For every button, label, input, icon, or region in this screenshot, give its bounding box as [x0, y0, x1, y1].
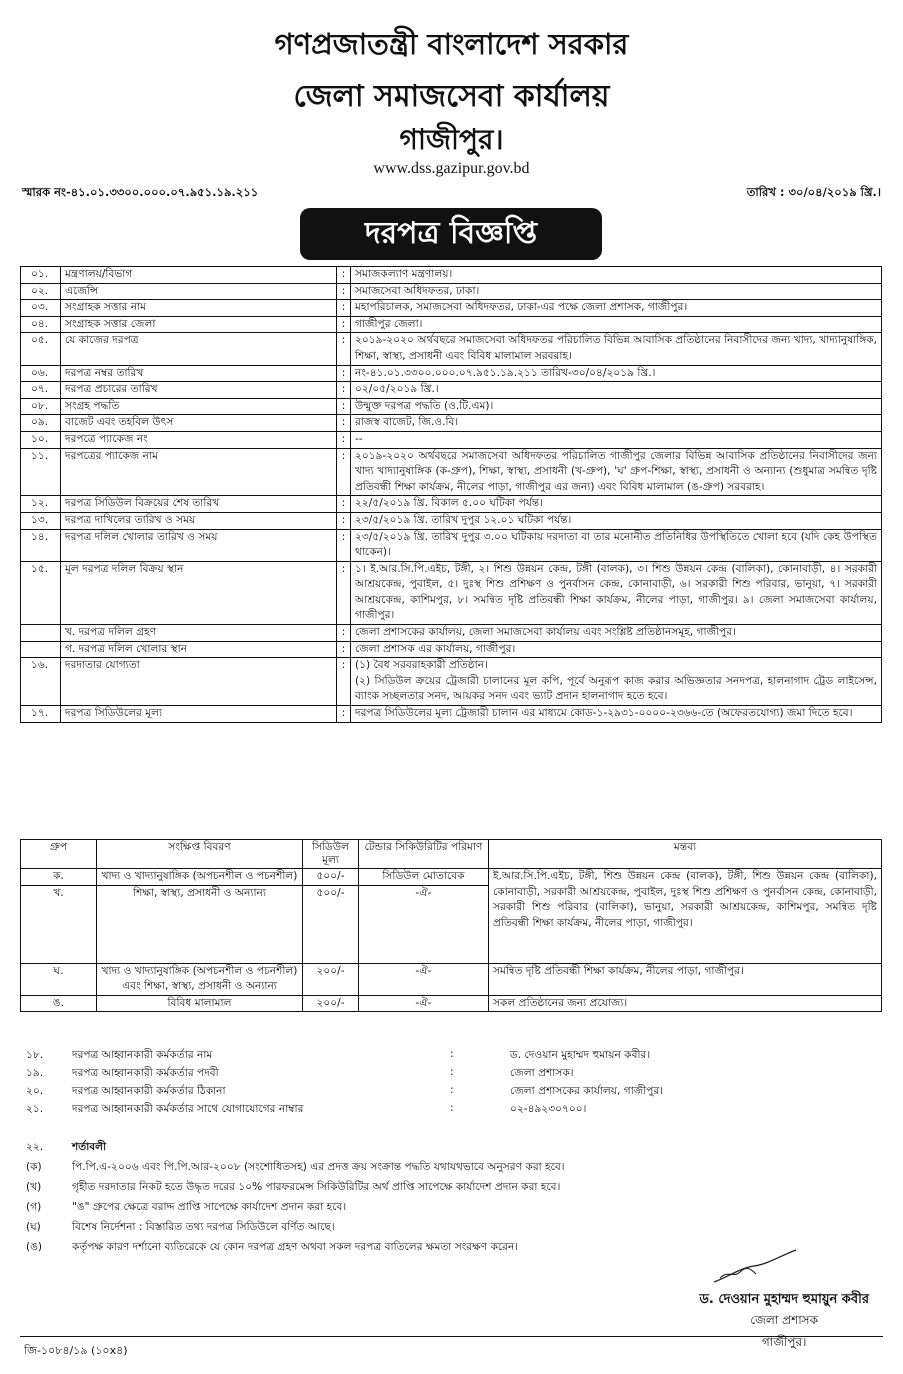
row-number: ০১. [21, 267, 61, 284]
colon: : [337, 382, 351, 399]
colon: : [337, 658, 351, 706]
table-row [21, 625, 882, 642]
colon: : [337, 529, 351, 561]
colon: : [337, 267, 351, 284]
row-label: মূল দরপত্র দলিল বিক্রয় স্থান [61, 561, 337, 624]
office-title: জেলা সমাজসেবা কার্যালয় [293, 79, 610, 114]
row-number: ০৩. [21, 300, 61, 317]
table-row [21, 300, 882, 317]
district-title: গাজীপুর। [399, 123, 504, 156]
row-value-text: সমাজসেবা অধিদফতর, ঢাকা। [355, 284, 480, 297]
row-number: ০৭. [21, 382, 61, 399]
group-cell: ক. [21, 869, 97, 886]
row-label: গ. দরপত্র দলিল খোলার স্থান [61, 641, 337, 658]
group-table [20, 839, 882, 1012]
row-value-text: উন্মুক্ত দরপত্র পদ্ধতি (ও.টি.এম)। [355, 399, 494, 412]
row-number [21, 625, 61, 642]
colon: : [450, 1102, 454, 1114]
row-number: ১৪. [21, 529, 61, 561]
table-row [21, 869, 882, 886]
row-label: এজেন্সি [61, 283, 337, 300]
terms-heading-row [22, 1140, 882, 1160]
security-cell: -ঐ- [359, 963, 489, 995]
terms-list [22, 1140, 882, 1260]
notice-date: তারিখ : ৩০/০৪/২০১৯ খ্রি.। [746, 185, 881, 199]
row-value-text: ২০১৯-২০২০ অর্থবছরে সমাজসেবা অধিদফতর পরিচালিত বিভিন্ন আবাসিক প্রতিষ্ঠানের নিবাসীদের জন্য খাদ্য, খাদ্যানুষাঙ্গিক, শিক্ষা, স্বাস্থ্য, প্রসাধনী এবং বিবিধ মালামাল সরবরাহ। [355, 334, 877, 362]
price-cell: ৫০০/- [303, 869, 359, 886]
row-label: খ. দরপত্র দলিল গ্রহণ [61, 625, 337, 642]
row-value [351, 415, 882, 432]
row-value [351, 561, 882, 624]
row-value-text: ২৩/৫/২০১৯ খ্রি. তারিখ দুপুর ৩.০০ ঘটিকায় দরদাতা বা তার মনোনীত প্রতিনিধির উপস্থিতিতে খোলা হবে (যদি কেহ উপস্থিত থাকেন)। [355, 530, 877, 559]
colon: : [450, 1084, 454, 1096]
row-value-text: ২০১৯-২০২০ অর্থবছরে সমাজসেবা অধিদফতর পরিচালিত গাজীপুর জেলার বিভিন্ন আবাসিক প্রতিষ্ঠানের নিবাসীদের জন্য খাদ্য খাদ্যানুষাঙ্গিক (ক-গ্রুপ), শিক্ষা, স্বাস্থ্য, প্রসাধনী (খ-গ্রুপ), 'ঘ' গ্রুপ-শিক্ষা, স্বাস্থ্য, প্রসাধনী ও অন্যান্য (শুধুমাত্র সমন্বিত দৃষ্টি প্রতিবন্ধী শিক্ষা কার্যক্রম, নীলের পাড়া, গাজীপুর এর জন্য) এবং বিবিধ মালামাল (ঙ-গ্রুপ) সরবরাহ। [355, 449, 877, 493]
row-value [351, 300, 882, 317]
description-cell: খাদ্য ও খাদ্যানুষাঙ্গিক (অপচনশীল ও পচনশীল) [97, 869, 303, 886]
list-item [22, 1102, 882, 1120]
item-number: ২০. [26, 1085, 44, 1097]
row-number: ১১. [21, 448, 61, 496]
row-value-text: জেলা প্রশাসক এর কার্যালয়, গাজীপুর। [355, 642, 516, 655]
list-item [22, 1084, 882, 1102]
row-value [351, 512, 882, 529]
table-row [21, 561, 882, 624]
row-label: দরপত্র দাখিলের তারিখ ও সময় [61, 512, 337, 529]
colon: : [337, 365, 351, 382]
table-row [21, 529, 882, 561]
contact-list [22, 1048, 882, 1120]
row-number: ০৬. [21, 365, 61, 382]
row-label: দরপত্র দলিল খোলার তারিখ ও সময় [61, 529, 337, 561]
signer-title: জেলা প্রশাসক [750, 1313, 818, 1327]
term-text: গৃহীত দরদাতার নিকট হতে উদ্ধৃত দরের ১০% পারফরমেন্স সিকিউরিটির অর্থ প্রাপ্তি সাপেক্ষে কার্যাদেশ প্রদান করা হবে। [72, 1181, 561, 1193]
item-number: ১৯. [26, 1067, 44, 1079]
col-header-group: গ্রুপ [21, 840, 97, 869]
row-label: দরদাতার যোগ্যতা [61, 658, 337, 706]
table-row [21, 431, 882, 448]
row-value [351, 398, 882, 415]
table-row [21, 398, 882, 415]
table-row [21, 706, 882, 723]
term-mark: (ঘ) [26, 1221, 41, 1233]
description-cell: বিবিধ মালামাল [97, 995, 303, 1012]
row-value-text: ১। ই.আর.সি.পি.এইচ, টঙ্গী, ২। শিশু উন্নয়ন কেন্দ্র, টঙ্গী (বালক), ৩। শিশু উন্নয়ন কেন্দ্র (বালিকা), কোনাবাড়ী, ৪। সরকারী আশ্রয়কেন্দ্র, পুবাইল, ৫। দুঃস্থ শিশু প্রশিক্ষণ ও পুনর্বাসন কেন্দ্র, কোনাবাড়ী, ৬। সরকারী শিশু পরিবার, ভানুয়া, ৭। সরকারী আশ্রয়কেন্দ্র, কাশিমপুর, ৮। সমন্বিত দৃষ্টি প্রতিবন্ধী শিক্ষা কার্যক্রম, নীলের পাড়া, গাজীপুর। ৯। জেলা সমাজসেবা কার্যালয়, গাজীপুর। [355, 562, 877, 622]
security-cell: -ঐ- [359, 995, 489, 1012]
term-text: বিশেষ নির্দেশনা : বিস্তারিত তথ্য দরপত্র সিডিউলে বর্ণিত আছে। [72, 1221, 335, 1233]
row-label: দরপত্র সিডিউলের মূল্য [61, 706, 337, 723]
term-mark: (খ) [26, 1181, 42, 1193]
remark-cell: ই.আর.সি.পি.এইচ, টঙ্গী, শিশু উন্নয়ন কেন্দ্র (বালক), টঙ্গী, শিশু উন্নয়ন কেন্দ্র (বালিকা), কোনাবাড়ী, সরকারী আশ্রয়কেন্দ্র, পুবাইল, দুঃস্থ শিশু প্রশিক্ষণ ও পুনর্বাসন কেন্দ্র, কোনাবাড়ী, সরকারী শিশু পরিবার (বালিকা), ভানুয়া, সরকারী আশ্রয়কেন্দ্র, কাশিমপুর, সমন্বিত দৃষ্টি প্রতিবন্ধী শিক্ষা কার্যক্রম, নীলের পাড়া, গাজীপুর। [489, 869, 882, 964]
col-header-remark: মন্তব্য [489, 840, 882, 869]
col-header-price: সিডিউল মূল্য [303, 840, 359, 869]
list-item [22, 1180, 882, 1200]
row-value [351, 448, 882, 496]
list-item [22, 1200, 882, 1220]
row-number: ০২. [21, 283, 61, 300]
row-label: সংগ্রাহক সত্তার জেলা [61, 316, 337, 333]
row-value-text: রাজস্ব বাজেট, জি.ও.বি। [355, 416, 459, 429]
row-value [351, 529, 882, 561]
table-row [21, 333, 882, 365]
table-row [21, 382, 882, 399]
row-value-text: গাজীপুর জেলা। [355, 317, 423, 330]
row-label: সংগ্রহ পদ্ধতি [61, 398, 337, 415]
row-number [21, 641, 61, 658]
item-label: দরপত্র আহ্বানকারী কর্মকর্তার ঠিকানা [72, 1085, 226, 1097]
row-number: ১৫. [21, 561, 61, 624]
row-label: দরপত্র নম্বর তারিখ [61, 365, 337, 382]
colon: : [337, 512, 351, 529]
website-link[interactable]: www.dss.gazipur.gov.bd [373, 160, 530, 177]
description-cell: শিক্ষা, স্বাস্থ্য, প্রসাধনী ও অন্যান্য [97, 885, 303, 963]
remark-cell: সমন্বিত দৃষ্টি প্রতিবন্ধী শিক্ষা কার্যক্রম, নীলের পাড়া, গাজীপুর। [489, 963, 882, 995]
row-label: দরপত্রের প্যাকেজ নাম [61, 448, 337, 496]
row-number: ০৯. [21, 415, 61, 432]
table-row [21, 963, 882, 995]
item-label: দরপত্র আহ্বানকারী কর্মকর্তার সাথে যোগাযোগের নাম্বার [72, 1103, 304, 1115]
term-text: পি.পি.এ-২০০৬ এবং পি.পি.আর-২০০৮ (সংশোধিতসহ) এর প্রদত্ত ক্রয় সংক্রান্ত পদ্ধতি যথাযথভাবে অনুসরণ করা হবে। [72, 1161, 565, 1173]
list-item [22, 1066, 882, 1084]
row-label: সংগ্রাহক সত্তার নাম [61, 300, 337, 317]
list-item [22, 1220, 882, 1240]
item-value: জেলা প্রশাসকের কার্যালয়, গাজীপুর। [510, 1085, 664, 1097]
footer-divider [20, 1336, 883, 1337]
term-mark: (ক) [26, 1161, 42, 1173]
row-value [351, 496, 882, 513]
item-value: ০২-৪৯২৩০৭০০। [510, 1103, 587, 1115]
group-cell: ঙ. [21, 995, 97, 1012]
row-label: বাজেট এবং তহবিল উৎস [61, 415, 337, 432]
colon: : [450, 1066, 454, 1078]
row-value [351, 365, 882, 382]
table-row [21, 496, 882, 513]
price-cell: ২০০/- [303, 963, 359, 995]
col-header-description: সংক্ষিপ্ত বিবরণ [97, 840, 303, 869]
list-item [22, 1048, 882, 1066]
signer-name: ড. দেওয়ান মুহাম্মদ হুমায়ুন কবীর [699, 1292, 869, 1307]
row-number: ১৭. [21, 706, 61, 723]
tender-info-table [20, 266, 882, 723]
row-number: ১২. [21, 496, 61, 513]
colon: : [337, 316, 351, 333]
item-value: জেলা প্রশাসক। [510, 1067, 574, 1079]
row-value-text: নং-৪১.০১.৩৩০০.০০০.০৭.৯৫১.১৯.২১১ তারিখ-৩০/০৪/২০১৯ খ্রি.। [355, 366, 656, 379]
row-number: ০৪. [21, 316, 61, 333]
row-value-text: সমাজকল্যাণ মন্ত্রণালয়। [355, 268, 453, 280]
row-value [351, 706, 882, 723]
row-value [351, 283, 882, 300]
footer-code: জি-১০৮৪/১৯ (১০x৪) [24, 1344, 128, 1357]
memo-number: স্মারক নং-৪১.০১.৩৩০০.০০০.০৭.৯৫১.১৯.২১১ [22, 185, 259, 199]
row-number: ১৬. [21, 658, 61, 706]
government-title: গণপ্রজাতন্ত্রী বাংলাদেশ সরকার [274, 27, 629, 61]
security-cell: সিডিউল মোতাবেক [359, 869, 489, 886]
price-cell: ২০০/- [303, 995, 359, 1012]
colon: : [337, 300, 351, 317]
table-row [21, 995, 882, 1012]
remark-cell: সকল প্রতিষ্ঠানের জন্য প্রযোজ্য। [489, 995, 882, 1012]
row-label: মন্ত্রণালয়/বিভাগ [61, 267, 337, 284]
row-value [351, 316, 882, 333]
row-value [351, 625, 882, 642]
colon: : [337, 415, 351, 432]
colon: : [337, 641, 351, 658]
colon: : [337, 448, 351, 496]
row-number: ০৮. [21, 398, 61, 415]
security-cell: -ঐ- [359, 885, 489, 963]
row-value [351, 641, 882, 658]
item-number: ১৮. [26, 1049, 44, 1061]
row-value-text: ০২/০৫/২০১৯ খ্রি.। [355, 383, 439, 396]
table-row [21, 283, 882, 300]
table-row [21, 267, 882, 284]
term-text: "ঙ" গ্রুপের ক্ষেত্রে বরাদ্দ প্রাপ্তি সাপেক্ষে কার্যাদেশ প্রদান করা হবে। [72, 1201, 347, 1213]
row-value-text: (২) সিডিউল ক্রয়ের ট্রেজারী চালানের মূল কপি, পূর্বে অনুরূপ কাজ করার অভিজ্ঞতার সনদপত্র, হালনাগাদ ট্রেড লাইসেন্স, ব্যাংক সচ্ছলতার সনদ, আয়কর সনদ এবং ভ্যাট প্রদান হালনাগাদ হতে হবে। [355, 674, 877, 703]
row-value-text: দরপত্র সিডিউলের মূল্য ট্রেজারী চালান এর মাধ্যমে কোড-১-২৯৩১-০০০০-২৩৬৬-তে (অফেরতযোগ্য) জমা দিতে হবে। [355, 707, 853, 720]
row-value [351, 382, 882, 399]
row-number: ১৩. [21, 512, 61, 529]
item-label: দরপত্র আহ্বানকারী কর্মকর্তার নাম [72, 1049, 213, 1061]
row-label: দরপত্র প্রচারের তারিখ [61, 382, 337, 399]
row-value [351, 267, 882, 284]
row-label: দরপত্র সিডিউল বিক্রয়ের শেষ তারিখ [61, 496, 337, 513]
colon: : [337, 706, 351, 723]
signature-block [699, 1290, 869, 1356]
row-value-text: (১) বৈধ সরবরাহকারী প্রতিষ্ঠান। [355, 659, 488, 672]
table-row [21, 365, 882, 382]
description-cell: খাদ্য ও খাদ্যানুষাঙ্গিক (অপচনশীল ও পচনশীল) এবং শিক্ষা, স্বাস্থ্য, প্রসাধনী ও অন্যান্য [97, 963, 303, 995]
colon: : [337, 496, 351, 513]
colon: : [337, 333, 351, 365]
row-value [351, 333, 882, 365]
term-text: কর্তৃপক্ষ কারণ দর্শানো ব্যতিরেকে যে কোন দরপত্র গ্রহণ অথবা সকল দরপত্র বাতিলের ক্ষমতা সংরক্ষণ করেন। [72, 1241, 519, 1253]
colon: : [337, 561, 351, 624]
row-value-text: ২২/৫/২০১৯ খ্রি. বিকাল ৫.০০ ঘটিকা পর্যন্ত। [355, 497, 543, 510]
row-value-text: জেলা প্রশাসকের কার্যালয়, জেলা সমাজসেবা কার্যালয় এবং সংশ্লিষ্ট প্রতিষ্ঠানসমূহ, গাজীপুর। [355, 626, 736, 639]
row-value-text: মহাপরিচালক, সমাজসেবা অধিদফতর, ঢাকা-এর পক্ষে জেলা প্রশাসক, গাজীপুর। [355, 301, 688, 314]
price-cell: ৫০০/- [303, 885, 359, 963]
signature-mark [710, 1248, 800, 1288]
group-cell: খ. [21, 885, 97, 963]
group-table-header [21, 840, 882, 869]
signer-place: গাজীপুর। [761, 1335, 807, 1349]
row-value-text: ২৩/৫/২০১৯ খ্রি. তারিখ দুপুর ১২.০১ ঘটিকা পর্যন্ত। [355, 513, 572, 526]
row-number: ১০. [21, 431, 61, 448]
row-label: যে কাজের দরপত্র [61, 333, 337, 365]
col-header-security: টেন্ডার সিকিউরিটির পরিমাণ [359, 840, 489, 869]
colon: : [337, 625, 351, 642]
table-row [21, 512, 882, 529]
term-mark: (ঙ) [26, 1241, 43, 1253]
notice-banner: দরপত্র বিজ্ঞপ্তি [300, 208, 602, 260]
item-number: ২২. [26, 1141, 44, 1153]
colon: : [450, 1048, 454, 1060]
item-number: ২১. [26, 1103, 44, 1115]
table-row [21, 415, 882, 432]
terms-heading: শর্তাবলী [72, 1141, 107, 1153]
table-row [21, 448, 882, 496]
term-mark: (গ) [26, 1201, 42, 1213]
colon: : [337, 398, 351, 415]
row-number: ০৫. [21, 333, 61, 365]
row-value-text: -- [355, 432, 363, 445]
row-value [351, 431, 882, 448]
table-row [21, 658, 882, 706]
item-value: ড. দেওয়ান মুহাম্মদ হুমায়ন কবীর। [510, 1049, 651, 1061]
table-row [21, 641, 882, 658]
row-value [351, 658, 882, 706]
item-label: দরপত্র আহ্বানকারী কর্মকর্তার পদবী [72, 1067, 219, 1079]
row-label: দরপত্রে প্যাকেজ নং [61, 431, 337, 448]
colon: : [337, 283, 351, 300]
table-row [21, 316, 882, 333]
list-item [22, 1160, 882, 1180]
group-cell: ঘ. [21, 963, 97, 995]
colon: : [337, 431, 351, 448]
